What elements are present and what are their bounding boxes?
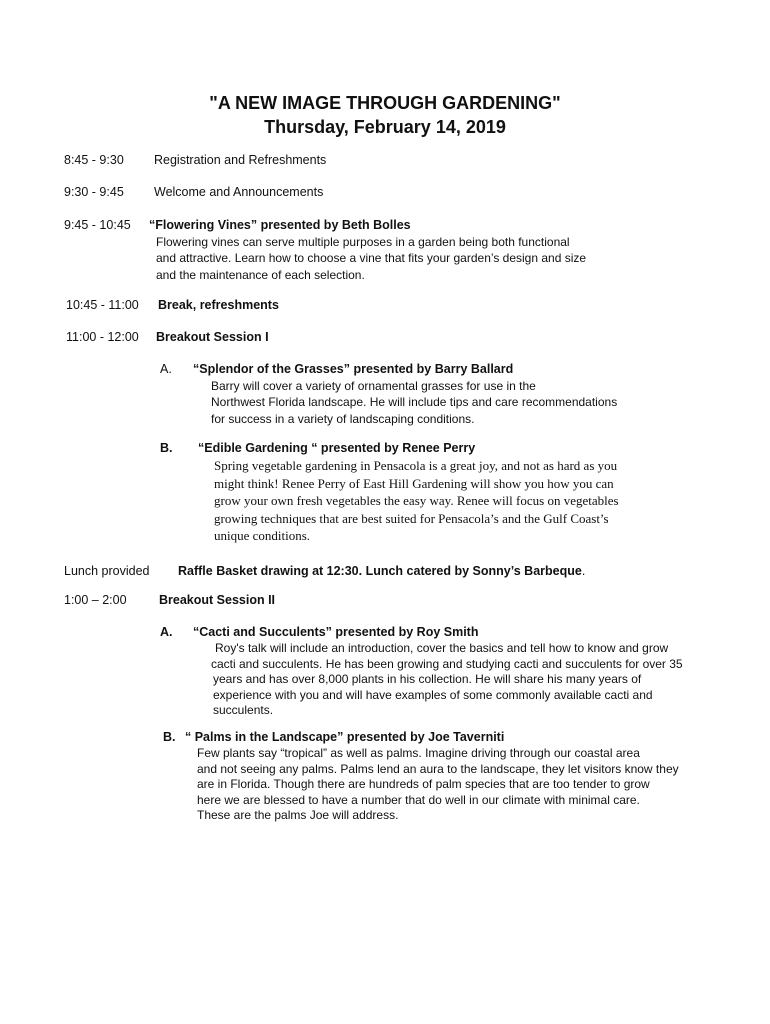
lunch-period: . xyxy=(581,564,586,578)
item-letter: B. xyxy=(160,441,173,455)
description-line: growing techniques that are best suited for Pensacola’s and the Gulf Coast’s xyxy=(214,510,609,526)
time-slot: 9:30 - 9:45 xyxy=(64,185,124,199)
item-letter: B. xyxy=(163,730,176,744)
description-line: are in Florida. Though there are hundreds of palm species that are too tender to grow xyxy=(197,777,650,792)
description-line: and attractive. Learn how to choose a vine that fits your garden’s design and size xyxy=(156,251,587,266)
description-line: These are the palms Joe will address. xyxy=(197,808,399,823)
lunch-title: Raffle Basket drawing at 12:30. Lunch catered by Sonny’s Barbeque xyxy=(178,564,582,578)
description-line: here we are blessed to have a number that do well in our climate with minimal care. xyxy=(197,792,640,807)
session-title: “Cacti and Succulents” presented by Roy Smith xyxy=(193,625,479,639)
time-slot: 1:00 – 2:00 xyxy=(64,593,127,607)
session-title: Welcome and Announcements xyxy=(154,185,324,199)
session-description xyxy=(156,234,586,283)
description-line: Northwest Florida landscape. He will include tips and care recommendations xyxy=(211,395,618,410)
session-title: Breakout Session I xyxy=(156,330,269,344)
description-line: Barry will cover a variety of ornamental grasses for use in the xyxy=(211,379,536,393)
session-title: “Flowering Vines” presented by Beth Bolles xyxy=(149,218,411,232)
session-title: Breakout Session II xyxy=(159,593,276,607)
description-line: unique conditions. xyxy=(214,528,311,543)
description-line: succulents. xyxy=(213,703,274,717)
session-description xyxy=(197,746,679,824)
description-line: Few plants say “tropical” as well as palms. Imagine driving through our coastal area xyxy=(197,746,640,760)
session-title: Break, refreshments xyxy=(158,298,279,312)
description-line: grow your own fresh vegetables the easy way. Renee will focus on vegetables xyxy=(214,493,619,508)
description-line: Roy's talk will include an introduction, cover the basics and tell how to know and grow xyxy=(215,641,669,655)
session-title: “Edible Gardening “ presented by Renee Perry xyxy=(198,441,476,455)
time-slot: Lunch provided xyxy=(64,564,150,578)
description-line: for success in a variety of landscaping conditions. xyxy=(211,411,475,426)
time-slot: 10:45 - 11:00 xyxy=(66,298,139,312)
session-description xyxy=(214,457,619,545)
session-title: Registration and Refreshments xyxy=(154,153,327,167)
description-line: might think! Renee Perry of East Hill Gardening will show you how you can xyxy=(214,475,614,491)
page-subtitle: Thursday, February 14, 2019 xyxy=(264,117,506,137)
item-letter: A. xyxy=(160,362,172,376)
description-line: cacti and succulents. He has been growing and studying cacti and succulents for over 35 xyxy=(211,656,683,671)
page-title: "A NEW IMAGE THROUGH GARDENING" xyxy=(209,93,561,113)
session-title xyxy=(178,564,585,578)
description-line: Spring vegetable gardening in Pensacola is a great joy, and not as hard as you xyxy=(214,458,618,473)
description-line: experience with you and will have examples of some commonly available cacti and xyxy=(213,687,653,702)
description-line: and the maintenance of each selection. xyxy=(156,267,365,282)
time-slot: 9:45 - 10:45 xyxy=(64,218,131,232)
time-slot: 8:45 - 9:30 xyxy=(64,153,124,167)
session-title: “ Palms in the Landscape” presented by Joe Taverniti xyxy=(185,730,505,744)
description-line: and not seeing any palms. Palms lend an aura to the landscape, they let visitors know they xyxy=(197,761,679,776)
description-line: Flowering vines can serve multiple purposes in a garden being both functional xyxy=(156,235,570,249)
session-title: “Splendor of the Grasses” presented by Barry Ballard xyxy=(193,362,514,376)
session-description xyxy=(213,641,683,719)
session-description xyxy=(211,378,617,427)
time-slot: 11:00 - 12:00 xyxy=(66,330,139,344)
item-letter: A. xyxy=(160,625,173,639)
description-line: years and has over 8,000 plants in his collection. He will share his many years of xyxy=(213,672,642,686)
